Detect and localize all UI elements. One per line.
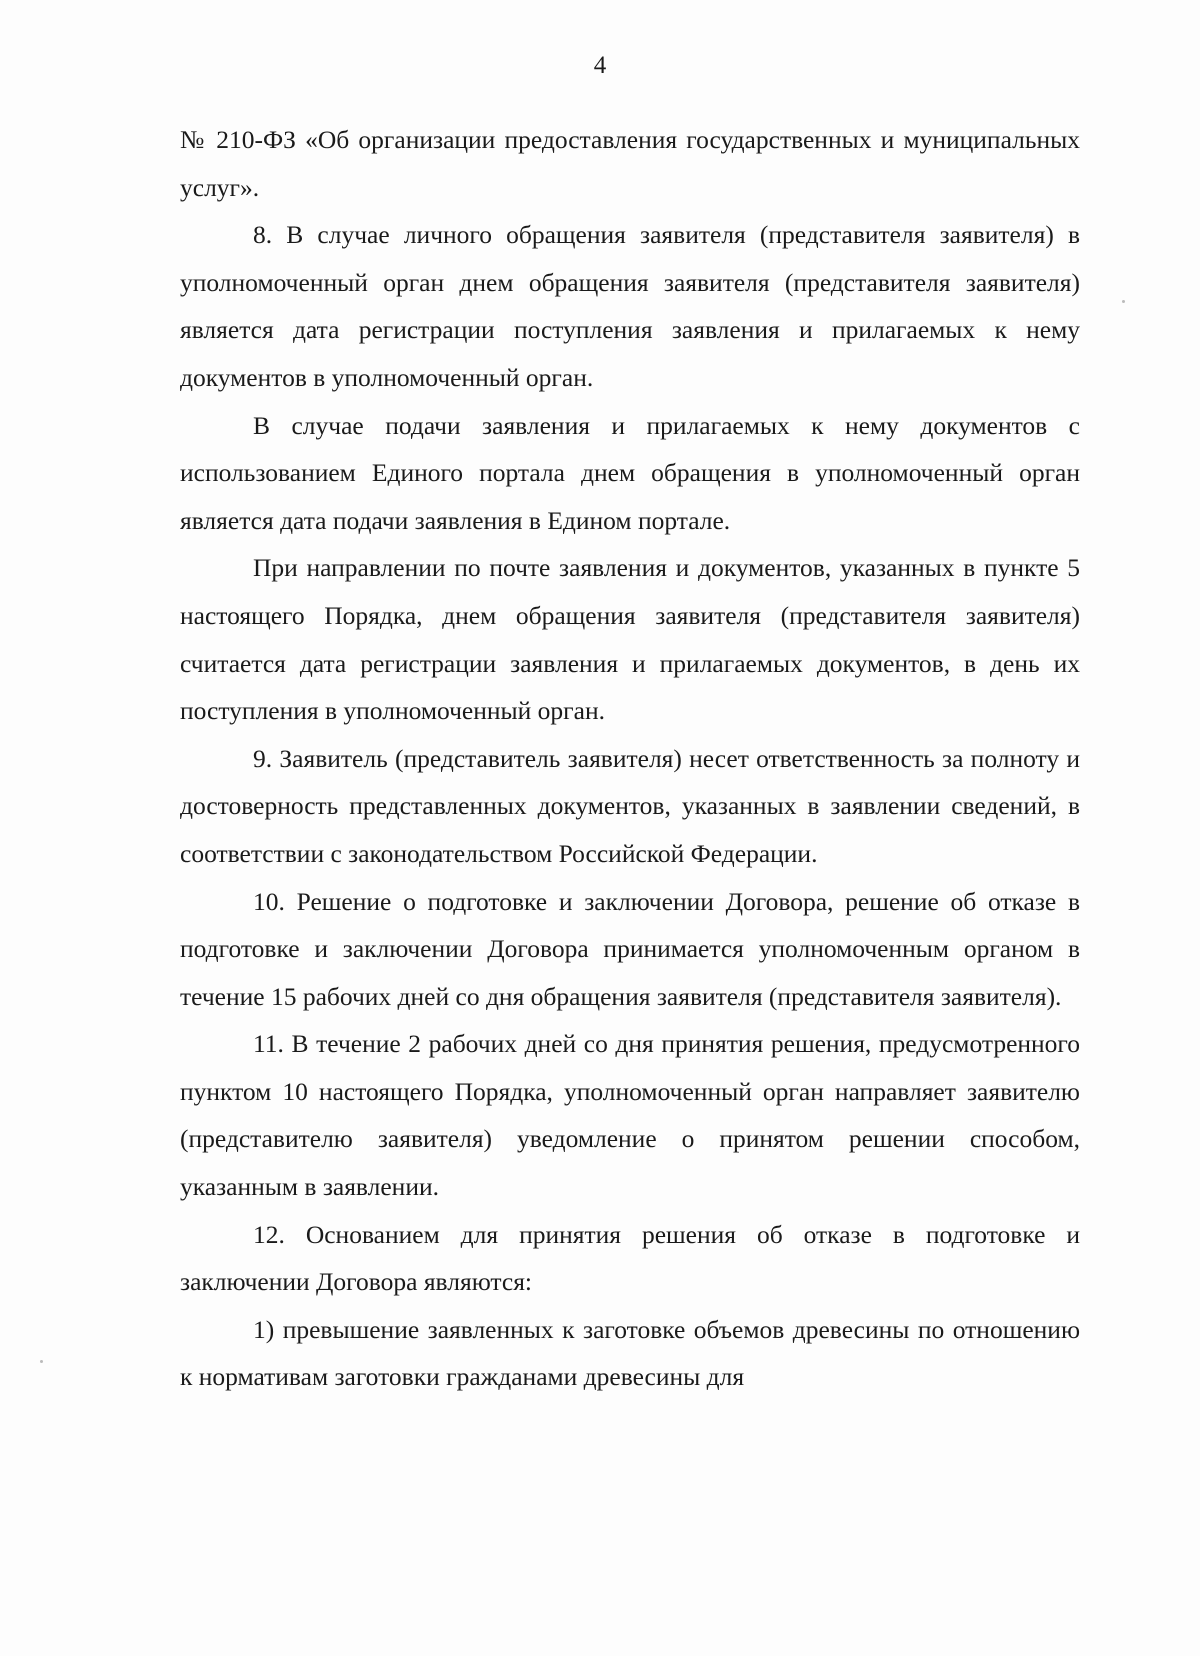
paragraph-item-11: 11. В течение 2 рабочих дней со дня принятия решения, предусмотренного пунктом 10 настоящего Порядка, уполномоченный орган направляет заявителю (представителю заявителя) уведомление о принятом решении способом, указанным в заявлении. (180, 1029, 1080, 1202)
paragraph-item-10: 10. Решение о подготовке и заключении Договора, решение об отказе в подготовке и заключении Договора принимается уполномоченным органом в течение 15 рабочих дней со дня обращения заявителя (представителя заявителя). (180, 886, 1080, 1011)
page-number: 4 (593, 52, 607, 79)
paragraph-law-reference: № 210-ФЗ «Об организации предоставления государственных и муниципальных услуг». (180, 125, 1080, 202)
paragraph-item-9: 9. Заявитель (представитель заявителя) несет ответственность за полноту и достоверность представленных документов, указанных в заявлении сведений, в соответствии с законодательством Российской Федерации. (180, 743, 1080, 868)
paragraph-item-8: 8. В случае личного обращения заявителя (представителя заявителя) в уполномоченный орган днем обращения заявителя (представителя заявителя) является дата регистрации поступления заявления и прилагаемых к нему документов в уполномоченный орган. (180, 220, 1080, 392)
paragraph-item-8-portal: В случае подачи заявления и прилагаемых к нему документов с использованием Единого портала днем обращения в уполномоченный орган является дата подачи заявления в Едином портале. (180, 410, 1080, 535)
scan-speck (40, 1360, 43, 1363)
paragraph-item-12: 12. Основанием для принятия решения об отказе в подготовке и заключении Договора являются: (180, 1219, 1080, 1297)
paragraph-item-8-mail: При направлении по почте заявления и документов, указанных в пункте 5 настоящего Порядка, днем обращения заявителя (представителя заявителя) считается дата регистрации заявления и прилагаемых документов, в день их поступления в уполномоченный орган. (180, 553, 1080, 726)
scan-speck (1122, 300, 1125, 303)
document-body (180, 116, 1080, 1401)
paragraph-item-12-1: 1) превышение заявленных к заготовке объемов древесины по отношению к нормативам заготовки гражданами древесины для (180, 1314, 1080, 1392)
